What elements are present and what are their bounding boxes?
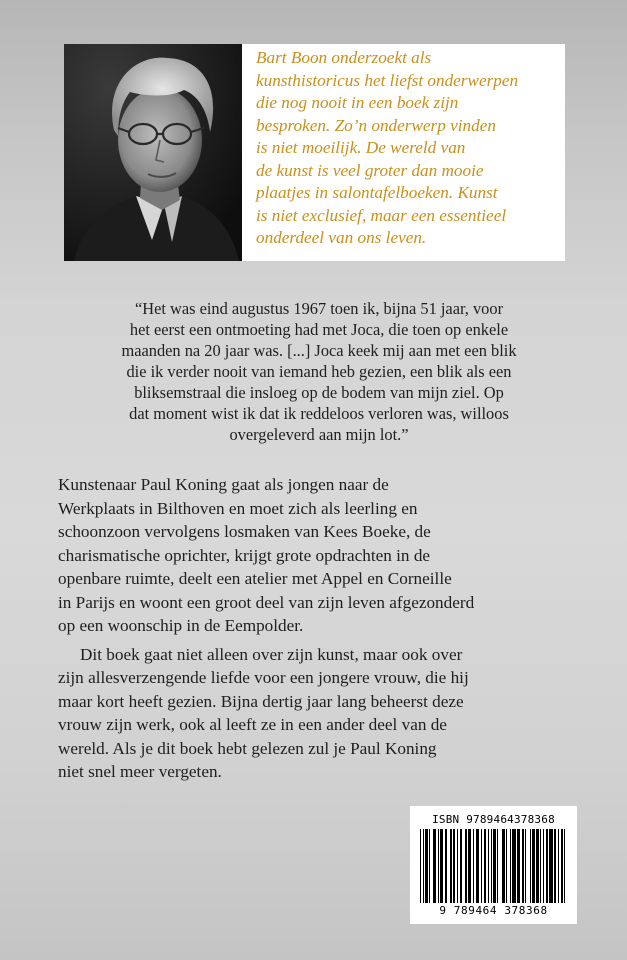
- blurb-line: openbare ruimte, deelt een atelier met Appel en Corneille: [58, 569, 452, 588]
- bio-line: is niet moeilijk. De wereld van: [256, 138, 466, 157]
- book-blurb: [58, 473, 578, 784]
- blurb-line: zijn allesverzengende liefde voor een jongere vrouw, die hij: [58, 668, 469, 687]
- blurb-line: wereld. Als je dit boek hebt gelezen zul je Paul Koning: [58, 738, 437, 758]
- quote-line: maanden na 20 jaar was. [...] Joca keek mij aan met een blik: [121, 341, 517, 360]
- barcode-bar: [565, 829, 566, 903]
- author-bio-box: [242, 44, 565, 261]
- blurb-line: vrouw zijn werk, ook al leeft ze in een ander deel van de: [58, 715, 447, 734]
- bio-line: besproken. Zo’n onderwerp vinden: [256, 115, 496, 135]
- quote-line: die ik verder nooit van iemand heb gezien, een blik als een: [126, 362, 512, 381]
- blurb-line: schoonzoon vervolgens losmaken van Kees Boeke, de: [58, 522, 431, 541]
- blurb-line: maar kort heeft gezien. Bijna dertig jaar lang beheerst deze: [58, 691, 464, 711]
- bio-line: de kunst is veel groter dan mooie: [256, 160, 484, 180]
- quote-line: overgeleverd aan mijn lot.”: [229, 425, 409, 444]
- book-quote: [84, 298, 554, 445]
- isbn-barcode: [410, 806, 577, 924]
- barcode-bars: [420, 829, 567, 903]
- blurb-line: Kunstenaar Paul Koning gaat als jongen naar de: [58, 475, 389, 494]
- isbn-label: ISBN 9789464378368: [432, 813, 555, 826]
- bio-line: Bart Boon onderzoekt als: [256, 48, 432, 67]
- blurb-paragraph: [58, 473, 578, 638]
- quote-line: het eerst een ontmoeting had met Joca, die toen op enkele: [129, 320, 509, 339]
- blurb-line: in Parijs en woont een groot deel van zijn leven afgezonderd: [58, 592, 475, 612]
- bio-line: onderdeel van ons leven.: [256, 228, 427, 247]
- blurb-line: op een woonschip in de Eempolder.: [58, 616, 304, 635]
- blurb-paragraph: [58, 643, 578, 784]
- blurb-line: niet snel meer vergeten.: [58, 762, 222, 781]
- blurb-line: Werkplaats in Bilthoven en moet zich als leerling en: [58, 498, 418, 518]
- bio-line: is niet exclusief, maar een essentieel: [256, 205, 507, 225]
- quote-line: bliksemstraal die insloeg op de bodem van mijn ziel. Op: [134, 383, 504, 402]
- quote-line: “Het was eind augustus 1967 toen ik, bijna 51 jaar, voor: [134, 299, 504, 318]
- bio-line: plaatjes in salontafelboeken. Kunst: [256, 183, 498, 202]
- bio-line: die nog nooit in een boek zijn: [256, 93, 459, 112]
- author-photo: [64, 44, 242, 261]
- bio-line: kunsthistoricus het liefst onderwerpen: [256, 70, 519, 90]
- blurb-line: charismatische oprichter, krijgt grote opdrachten in de: [58, 545, 431, 565]
- quote-line: dat moment wist ik dat ik reddeloos verloren was, willoos: [129, 404, 509, 423]
- blurb-line: Dit boek gaat niet alleen over zijn kunst, maar ook over: [80, 644, 463, 664]
- author-bio-text: [256, 47, 557, 250]
- barcode-digits: 9 789464 378368: [439, 904, 548, 917]
